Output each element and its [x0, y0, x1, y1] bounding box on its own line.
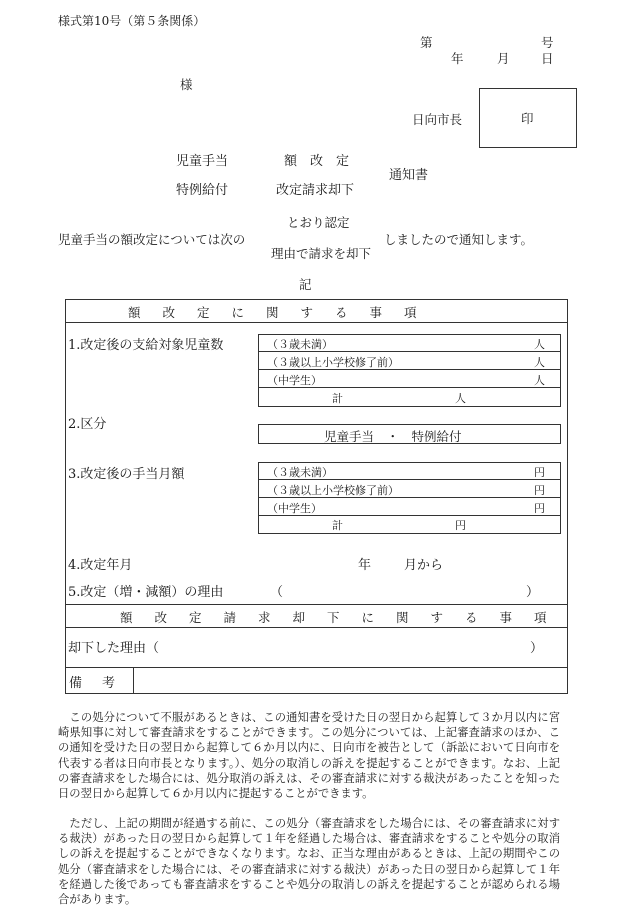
divider [65, 604, 568, 605]
intro-text-left: 児童手当の額改定については次の [58, 232, 246, 247]
title-child-allowance: 児童手当 [176, 154, 229, 169]
rejection-reason-label: 却下した理由（ [68, 641, 160, 656]
ki-marker: 記 [299, 277, 312, 292]
issuer-name: 日向市長 [412, 112, 463, 127]
item5-close-paren: ） [526, 585, 540, 600]
monthly-amount-total-unit: 円 [455, 519, 466, 532]
child-count-total-label: 計 [332, 392, 343, 405]
intro-rejected-option: 理由で請求を却下 [271, 246, 372, 261]
title-special-benefit: 特例給付 [176, 183, 229, 198]
row-unit: 人 [534, 338, 545, 351]
title-request-rejection: 改定請求却下 [276, 183, 355, 198]
divider [65, 322, 568, 323]
child-count-row [259, 370, 560, 388]
date-day-label: 日 [541, 51, 554, 66]
row-label: （中学生） [267, 502, 322, 515]
doc-number-suffix: 号 [541, 35, 554, 50]
divider [65, 667, 568, 668]
rejection-reason-close-paren: ） [530, 641, 544, 656]
item5-open-paren: （ [270, 585, 284, 600]
item1-label: 1.改定後の支給対象児童数 [68, 338, 224, 353]
doc-number-prefix: 第 [420, 35, 433, 50]
row-label: （３歳以上小学校修了前） [267, 484, 399, 497]
row-label: （３歳未満） [267, 338, 333, 351]
remarks-label: 備考 [69, 676, 136, 691]
child-count-row [259, 334, 560, 352]
section1-heading: 額改定に関する事項 [128, 305, 439, 320]
category-value: 児童手当 ・ 特例給付 [324, 429, 462, 444]
date-year-label: 年 [451, 51, 464, 66]
appeal-notice-paragraph: この処分について不服があるときは、この通知書を受けた日の翌日から起算して３か月以内に宮崎県知事に対して審査請求をすることができます。この処分については、上記審査請求のほか、この通知を受けた日の翌日から起算して６か月以内に、日向市を被告として（訴訟において日向市を代表する者は日向市長となります。）、処分の取消しの訴えを提起することができます。なお、上記の審査請求をした場合には、処分取消の訴えは、その審査請求に対する裁決があったことを知った日の翌日から起算して６か月以内に提起することができます。 [58, 711, 560, 801]
section2-heading: 額改定請求却下に関する事項 [120, 610, 569, 625]
revision-month-from-label: 月から [404, 558, 444, 573]
addressee-honorific: 様 [180, 77, 193, 92]
item3-label: 3.改定後の手当月額 [68, 467, 185, 482]
revision-year-label: 年 [358, 558, 372, 573]
item2-label: 2.区分 [68, 417, 107, 432]
row-label: （３歳未満） [267, 466, 333, 479]
row-unit: 円 [534, 484, 545, 497]
seal-box [479, 88, 577, 148]
title-notice: 通知書 [389, 168, 429, 183]
monthly-amount-total-label: 計 [332, 519, 343, 532]
appeal-limitation-paragraph: ただし、上記の期間が経過する前に、この処分（審査請求をした場合には、その審査請求に対する裁決）があった日の翌日から起算して１年を経過した場合は、審査請求をすることや処分の取消しの訴えを提起することができなくなります。なお、正当な理由があるときは、上記の期間やこの処分（審査請求をした場合には、その審査請求に対する裁決）があった日の翌日から起算して１年を経過した後であっても審査請求をすることや処分の取消しの訴えを提起することが認められる場合があります。 [58, 817, 560, 907]
intro-approved-option: とおり認定 [287, 215, 350, 230]
form-number: 様式第10号（第５条関係） [58, 14, 206, 28]
category-box [258, 424, 561, 444]
intro-text-right: しましたので通知します。 [384, 232, 534, 247]
row-label: （３歳以上小学校修了前） [267, 356, 399, 369]
row-unit: 人 [534, 374, 545, 387]
monthly-amount-row [259, 480, 560, 498]
child-count-total-unit: 人 [455, 392, 466, 405]
monthly-amount-row [259, 462, 560, 480]
row-unit: 円 [534, 502, 545, 515]
row-unit: 人 [534, 356, 545, 369]
divider [65, 627, 568, 628]
seal-label: 印 [521, 111, 534, 126]
row-label: （中学生） [267, 374, 322, 387]
date-month-label: 月 [497, 51, 510, 66]
monthly-amount-row [259, 498, 560, 516]
item5-label: 5.改定（増・減額）の理由 [68, 585, 224, 600]
title-amount-revision: 額 改 定 [284, 154, 350, 169]
child-count-row [259, 352, 560, 370]
row-unit: 円 [534, 466, 545, 479]
item4-label: 4.改定年月 [68, 558, 133, 573]
